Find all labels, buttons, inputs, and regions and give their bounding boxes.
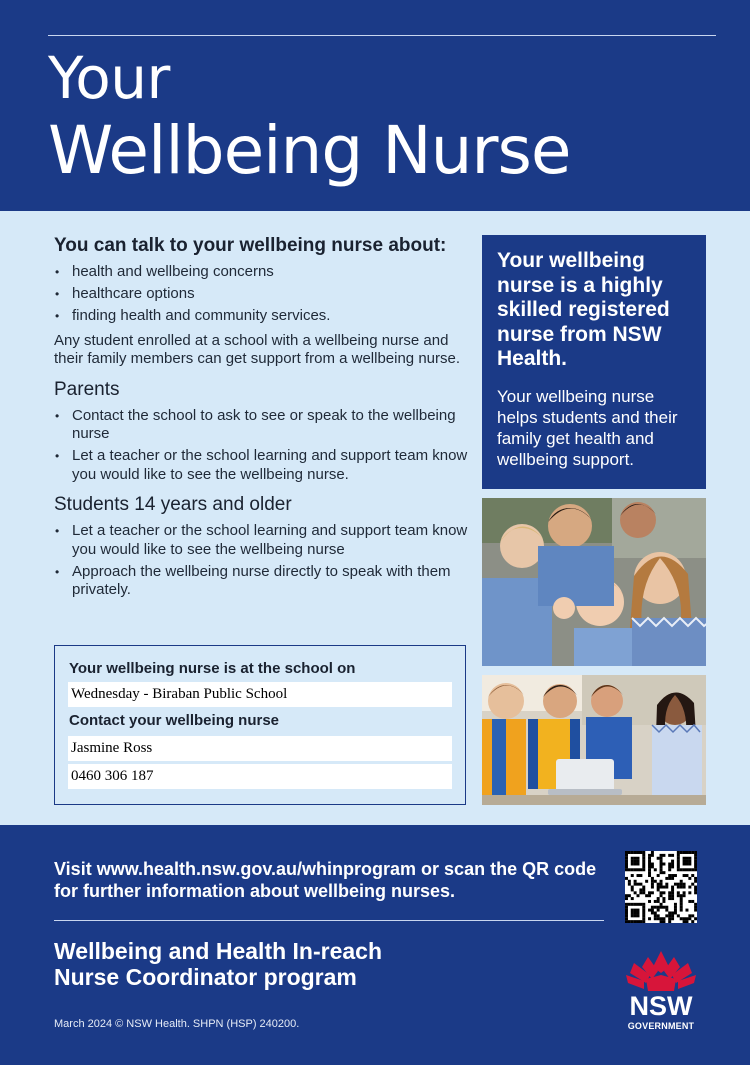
- students-group-photo: [482, 498, 706, 666]
- logo-nsw-text: NSW: [629, 991, 693, 1021]
- list-item: • healthcare options: [54, 285, 474, 304]
- copyright-text: March 2024 © NSW Health. SHPN (HSP) 240200.: [54, 1018, 300, 1030]
- list-item: • Let a teacher or the school learning and support team know you would like to see the wellbeing nurse.: [54, 447, 474, 484]
- list-item: • health and wellbeing concerns: [54, 263, 474, 282]
- program-name: [54, 938, 474, 990]
- nsw-government-logo: [624, 949, 700, 1057]
- header-divider: [48, 35, 716, 36]
- main-content: [0, 211, 750, 825]
- students-laptop-photo: [482, 675, 706, 805]
- title-line-2: Wellbeing Nurse: [48, 112, 571, 189]
- talk-heading: You can talk to your wellbeing nurse about:: [54, 235, 447, 256]
- program-line-1: Wellbeing and Health In-reach: [54, 938, 383, 964]
- left-column: [54, 235, 474, 603]
- nurse-name-field[interactable]: Jasmine Ross: [68, 736, 452, 761]
- students-heading: Students 14 years and older: [54, 494, 292, 515]
- parents-list: [54, 407, 474, 485]
- list-item: • Let a teacher or the school learning and support team know you would like to see the wellbeing nurse: [54, 522, 474, 559]
- list-item: • Approach the wellbeing nurse directly to speak with them privately.: [54, 563, 474, 600]
- contact-label: Contact your wellbeing nurse: [69, 712, 280, 729]
- nurse-phone-field[interactable]: 0460 306 187: [68, 764, 452, 789]
- header-banner: [0, 0, 750, 211]
- contact-box: [54, 645, 466, 805]
- visit-text: Visit www.health.nsw.gov.au/whinprogram or scan the QR code for further information about wellbeing nurses.: [54, 859, 597, 901]
- waratah-logo-icon: [624, 949, 698, 993]
- eligibility-paragraph: Any student enrolled at a school with a wellbeing nurse and their family members can get support from a wellbeing nurse.: [54, 331, 461, 367]
- footer-banner: [0, 825, 750, 1065]
- footer-divider: [54, 920, 604, 921]
- program-line-2: Nurse Coordinator program: [54, 964, 357, 990]
- nurse-info-headline: Your wellbeing nurse is a highly skilled registered nurse from NSW Health.: [497, 249, 670, 370]
- talk-list: [54, 263, 474, 326]
- parents-heading: Parents: [54, 378, 120, 400]
- students-list: [54, 522, 474, 600]
- logo-government-text: GOVERNMENT: [627, 1021, 695, 1031]
- school-day-field[interactable]: Wednesday - Biraban Public School: [68, 682, 452, 707]
- qr-code-icon[interactable]: [625, 851, 697, 923]
- nurse-info-body: Your wellbeing nurse helps students and their family get health and wellbeing support.: [497, 386, 678, 469]
- nurse-info-box: [482, 235, 706, 489]
- school-day-label: Your wellbeing nurse is at the school on: [69, 660, 356, 677]
- list-item: • Contact the school to ask to see or speak to the wellbeing nurse: [54, 407, 474, 444]
- list-item: • finding health and community services.: [54, 307, 474, 326]
- title-line-1: Your: [48, 44, 170, 112]
